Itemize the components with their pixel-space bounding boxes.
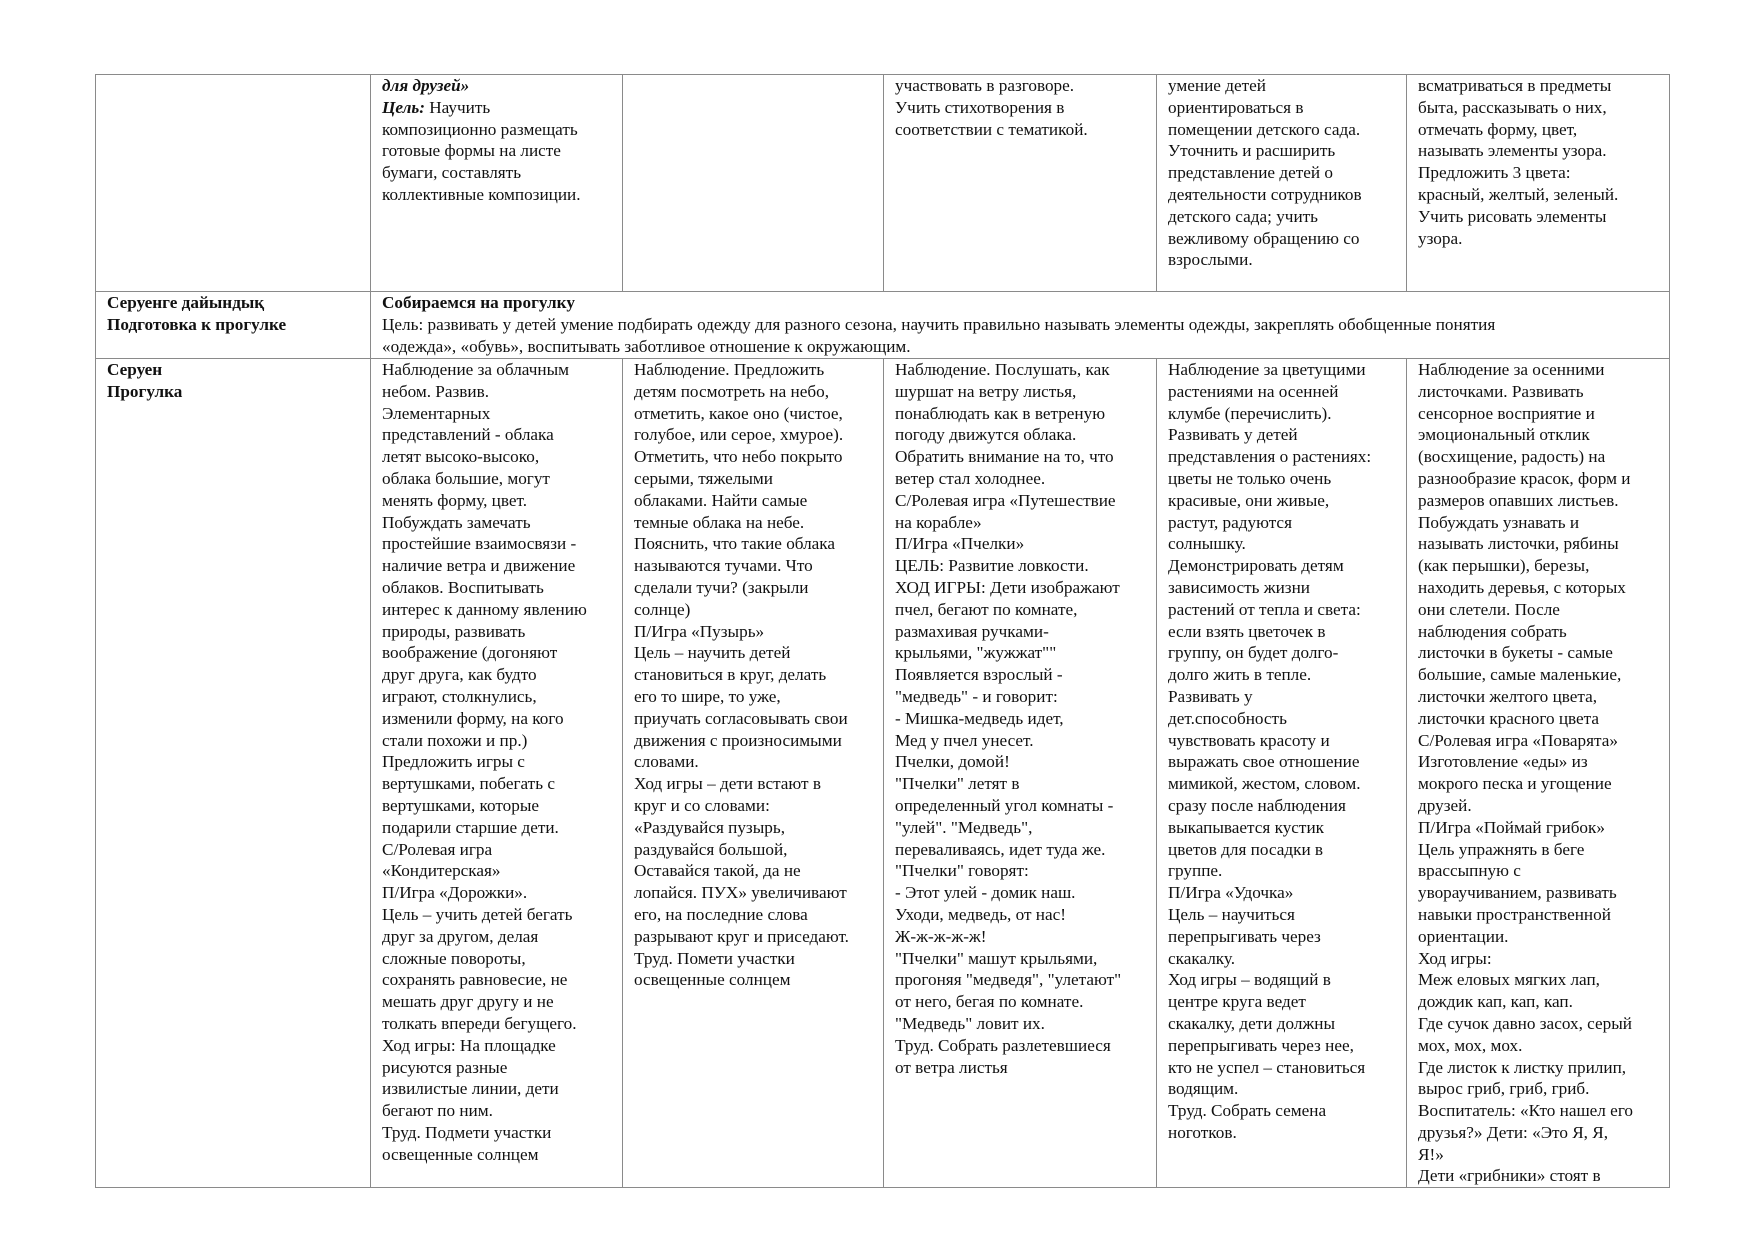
cell-line: представления о растениях: (1168, 447, 1372, 467)
cell-line: от ветра листья (895, 1057, 1008, 1077)
cell-line: П/Игра «Поймай грибок» (1418, 817, 1605, 837)
cell-line: ЦЕЛЬ: Развитие ловкости. (895, 556, 1089, 576)
cell-line: называть элементы узора. (1418, 141, 1607, 161)
cell-day-3 (884, 75, 1157, 292)
cell-line: понаблюдать как в ветреную (895, 403, 1106, 423)
cell-line: «Раздувайся пузырь, (634, 817, 786, 837)
cell-line: размеров опавших листьев. (1418, 490, 1619, 510)
cell-line: Обратить внимание на то, что (895, 447, 1114, 467)
cell-line: воображение (догоняют (382, 643, 558, 663)
cell-line: детского сада; учить (1168, 206, 1319, 226)
cell-line: Наблюдение. Предложить (634, 360, 825, 379)
cell-line: Побуждать замечать (382, 512, 531, 532)
row-label-ru: Подготовка к прогулке (107, 314, 287, 334)
cell-line: бегают по ним. (382, 1101, 493, 1121)
cell-line: Ж-ж-ж-ж-ж! (895, 926, 987, 946)
cell-line: листочками. Развивать (1418, 381, 1584, 401)
cell-line: растениями на осенней (1168, 381, 1339, 401)
cell-line: соответствии с тематикой. (895, 119, 1088, 139)
cell-line: С/Ролевая игра «Поварята» (1418, 730, 1618, 750)
cell-line: отметить, какое оно (чистое, (634, 403, 843, 423)
cell-line: долго жить в тепле. (1168, 665, 1312, 685)
cell-line: участвовать в разговоре. (895, 76, 1075, 95)
cell-line: толкать впереди бегущего. (382, 1013, 577, 1033)
cell-line: Развивать у детей (1168, 425, 1298, 445)
cell-line: перепрыгивать через нее, (1168, 1035, 1354, 1055)
cell-line: шуршат на ветру листья, (895, 381, 1077, 401)
cell-line: его то шире, то уже, (634, 686, 781, 706)
prep-goal-line: «одежда», «обувь», воспитывать заботливое отношение к окружающим. (382, 336, 911, 356)
cell-line: П/Игра «Дорожки». (382, 883, 528, 903)
cell-line: Воспитатель: «Кто нашел его (1418, 1101, 1634, 1121)
cell-line: определенный угол комнаты - (895, 795, 1114, 815)
cell-line: друзей. (1418, 795, 1472, 815)
cell-line: (восхищение, радость) на (1418, 447, 1606, 467)
cell-line: Труд. Помети участки (634, 948, 795, 968)
cell-line: эмоциональный отклик (1418, 425, 1590, 445)
cell-line: друг друга, как будто (382, 665, 537, 685)
cell-line: Цель – научиться (1168, 904, 1295, 924)
cell-line: С/Ролевая игра (382, 839, 493, 859)
cell-line: извилистые линии, дети (382, 1079, 559, 1099)
cell-line: сложные повороты, (382, 948, 526, 968)
cell-day-2 (623, 75, 884, 292)
cell-line: крыльями, "жужжат"" (895, 643, 1057, 663)
cell-prep-content (371, 292, 1670, 359)
cell-line: ориентации. (1418, 926, 1509, 946)
cell-line: растений от тепла и света: (1168, 599, 1361, 619)
cell-line: наличие ветра и движение (382, 556, 576, 576)
cell-line: "Пчелки" машут крыльями, (895, 948, 1098, 968)
cell-line: менять форму, цвет. (382, 490, 528, 510)
cell-line: природы, развивать (382, 621, 526, 641)
cell-line: небом. Развив. (382, 381, 490, 401)
cell-line: Развивать у (1168, 686, 1253, 706)
cell-line: чувствовать красоту и (1168, 730, 1330, 750)
cell-line: - Мишка-медведь идет, (895, 708, 1064, 728)
cell-line: отмечать форму, цвет, (1418, 119, 1578, 139)
cell-line: интерес к данному явлению (382, 599, 587, 619)
cell-line: ноготков. (1168, 1122, 1237, 1142)
cell-line: разрывают круг и приседают. (634, 926, 849, 946)
cell-line: П/Игра «Пчелки» (895, 534, 1025, 554)
row-label-kz: Серуенге дайындық (107, 293, 265, 312)
cell-line: Цель – научить детей (634, 643, 791, 663)
cell-line: мешать друг другу и не (382, 992, 554, 1012)
cell-line: Учить стихотворения в (895, 97, 1065, 117)
cell-line: называются тучами. Что (634, 556, 813, 576)
cell-line: освещенные солнцем (382, 1144, 539, 1164)
cell-line: Уточнить и расширить (1168, 141, 1336, 161)
cell-line: врассыпную с (1418, 861, 1521, 881)
cell-line: представление детей о (1168, 163, 1333, 183)
cell-line: цветы не только очень (1168, 468, 1332, 488)
cell-line: они слетели. После (1418, 599, 1560, 619)
cell-line: круг и со словами: (634, 795, 770, 815)
cell-line: Побуждать узнавать и (1418, 512, 1580, 532)
cell-line: готовые формы на листе (382, 141, 561, 161)
cell-line: простейшие взаимосвязи - (382, 534, 577, 554)
cell-row-label (96, 359, 371, 1188)
cell-line: прогоняя "медведя", "улетают" (895, 970, 1122, 990)
cell-line: сделали тучи? (закрыли (634, 577, 809, 597)
cell-line: центре круга ведет (1168, 992, 1306, 1012)
cell-line: Наблюдение за цветущими (1168, 360, 1366, 379)
cell-line: Ход игры: На площадке (382, 1035, 556, 1055)
cell-line: на корабле» (895, 512, 982, 532)
cell-line: Изготовление «еды» из (1418, 752, 1588, 772)
cell-line: П/Игра «Удочка» (1168, 883, 1294, 903)
cell-line: перепрыгивать через (1168, 926, 1321, 946)
cell-line: разнообразие красок, форм и (1418, 468, 1631, 488)
cell-line: коллективные композиции. (382, 184, 581, 204)
cell-row-label (96, 292, 371, 359)
cell-line: приучать согласовывать свои (634, 708, 848, 728)
cell-line: Труд. Подмети участки (382, 1122, 552, 1142)
cell-line: размахивая ручками- (895, 621, 1049, 641)
cell-walk-day-1 (371, 359, 623, 1188)
cell-line: Пчелки, домой! (895, 752, 1010, 772)
cell-line: клумбе (перечислить). (1168, 403, 1332, 423)
cell-line: группе. (1168, 861, 1223, 881)
cell-line: выражать свое отношение (1168, 752, 1360, 772)
cell-line: Дети «грибники» стоят в (1418, 1166, 1601, 1186)
prep-title: Собираемся на прогулку (382, 293, 575, 312)
cell-line: Предложить 3 цвета: (1418, 163, 1571, 183)
cell-line: деятельности сотрудников (1168, 184, 1362, 204)
cell-row-label (96, 75, 371, 292)
cell-line: движения с произносимыми (634, 730, 842, 750)
cell-line: Оставайся такой, да не (634, 861, 801, 881)
cell-line: узора. (1418, 228, 1463, 248)
cell-line: Наблюдение за осенними (1418, 360, 1605, 379)
table-row-walk (96, 359, 1670, 1188)
cell-line: Где листок к листку прилип, (1418, 1057, 1627, 1077)
cell-line: называть листочки, рябины (1418, 534, 1619, 554)
cell-line: быта, рассказывать о них, (1418, 97, 1607, 117)
cell-line: друзья?» Дети: «Это Я, Я, (1418, 1122, 1609, 1142)
cell-line: играют, столкнулись, (382, 686, 537, 706)
cell-line: изменили форму, на кого (382, 708, 564, 728)
cell-line: (как перышки), березы, (1418, 556, 1590, 576)
cell-line: мимикой, жестом, словом. (1168, 774, 1361, 794)
cell-walk-day-2 (623, 359, 884, 1188)
cell-line: зависимость жизни (1168, 577, 1310, 597)
cell-line: Цель упражнять в беге (1418, 839, 1585, 859)
cell-line: "Медведь" ловит их. (895, 1013, 1045, 1033)
cell-line: мокрого песка и угощение (1418, 774, 1612, 794)
cell-line: красный, желтый, зеленый. (1418, 184, 1619, 204)
cell-line: переваливаясь, идет туда же. (895, 839, 1106, 859)
cell-line: Предложить игры с (382, 752, 525, 772)
cell-line: группу, он будет долго- (1168, 643, 1339, 663)
cell-line: Цель – учить детей бегать (382, 904, 573, 924)
cell-walk-day-5 (1407, 359, 1670, 1188)
cell-line: словами. (634, 752, 699, 772)
cell-line: листочки красного цвета (1418, 708, 1600, 728)
cell-line: большие, самые маленькие, (1418, 665, 1622, 685)
cell-line: Появляется взрослый - (895, 665, 1063, 685)
cell-line: сенсорное восприятие и (1418, 403, 1595, 423)
cell-line: голубое, или серое, хмурое). (634, 425, 844, 445)
cell-line: солнце) (634, 599, 691, 619)
cell-line: «Кондитерская» (382, 861, 501, 881)
cell-line: облаками. Найти самые (634, 490, 808, 510)
cell-line: "Пчелки" говорят: (895, 861, 1029, 881)
cell-line: Труд. Собрать разлетевшиеся (895, 1035, 1111, 1055)
cell-line: помещении детского сада. (1168, 119, 1361, 139)
cell-line: облаков. Воспитывать (382, 577, 544, 597)
cell-line: Я!» (1418, 1144, 1444, 1164)
activity-title-end: для друзей» (382, 76, 470, 95)
cell-line: взрослыми. (1168, 250, 1253, 270)
cell-line: всматриваться в предметы (1418, 76, 1612, 95)
row-label-ru: Прогулка (107, 381, 183, 401)
cell-line: навыки пространственной (1418, 904, 1611, 924)
cell-line: Наблюдение за облачным (382, 360, 570, 379)
cell-line: подарили старшие дети. (382, 817, 559, 837)
cell-line: погоду движутся облака. (895, 425, 1077, 445)
cell-day-5 (1407, 75, 1670, 292)
cell-line: "Пчелки" летят в (895, 774, 1020, 794)
cell-line: ХОД ИГРЫ: Дети изображают (895, 577, 1120, 597)
cell-line: лопайся. ПУХ» увеличивают (634, 883, 847, 903)
goal-label: Цель: (382, 97, 425, 117)
goal-text: Научить (424, 97, 491, 117)
cell-line: дет.способность (1168, 708, 1287, 728)
cell-line: становиться в круг, делать (634, 665, 827, 685)
cell-line: рисуются разные (382, 1057, 508, 1077)
cell-line: вежливому обращению со (1168, 228, 1360, 248)
cell-line: Наблюдение. Послушать, как (895, 360, 1110, 379)
cell-line: Труд. Собрать семена (1168, 1101, 1327, 1121)
cell-line: листочки в букеты - самые (1418, 643, 1613, 663)
cell-line: от него, бегая по комнате. (895, 992, 1084, 1012)
cell-line: бумаги, составлять (382, 163, 522, 183)
cell-line: друг за другом, делая (382, 926, 539, 946)
cell-line: летят высоко-высоко, (382, 447, 540, 467)
cell-line: стали похожи и пр.) (382, 730, 528, 750)
cell-line: "медведь" - и говорит: (895, 686, 1058, 706)
cell-line: Учить рисовать элементы (1418, 206, 1607, 226)
cell-line: водящим. (1168, 1079, 1239, 1099)
cell-line: раздувайся большой, (634, 839, 788, 859)
cell-line: Уходи, медведь, от нас! (895, 904, 1066, 924)
cell-line: увораучиванием, развивать (1418, 883, 1617, 903)
cell-line: красивые, они живые, (1168, 490, 1330, 510)
cell-line: находить деревья, с которых (1418, 577, 1626, 597)
cell-line: солнышку. (1168, 534, 1246, 554)
row-label-kz: Серуен (107, 360, 163, 379)
cell-line: Ход игры – дети встают в (634, 774, 821, 794)
cell-line: листочки желтого цвета, (1418, 686, 1598, 706)
cell-line: вырос гриб, гриб, гриб. (1418, 1079, 1590, 1099)
daily-plan-table (95, 74, 1670, 1188)
cell-line: пчел, бегают по комнате, (895, 599, 1078, 619)
cell-line: Меж еловых мягких лап, (1418, 970, 1600, 990)
cell-line: сразу после наблюдения (1168, 795, 1346, 815)
prep-goal-line: Цель: развивать у детей умение подбирать одежду для разного сезона, научить правильно называть элементы одежды, закреплять обобщенные понятия (382, 314, 1496, 334)
cell-line: вертушками, побегать с (382, 774, 555, 794)
cell-line: выкапывается кустик (1168, 817, 1324, 837)
cell-line: Элементарных (382, 403, 491, 423)
cell-line: Ход игры: (1418, 948, 1492, 968)
table-row-continuation (96, 75, 1670, 292)
cell-line: умение детей (1168, 76, 1266, 95)
cell-line: скакалку. (1168, 948, 1236, 968)
cell-line: П/Игра «Пузырь» (634, 621, 765, 641)
cell-line: ориентироваться в (1168, 97, 1304, 117)
cell-line: ветер стал холоднее. (895, 468, 1046, 488)
cell-line: растут, радуются (1168, 512, 1292, 532)
cell-line: вертушками, которые (382, 795, 540, 815)
cell-line: цветов для посадки в (1168, 839, 1324, 859)
cell-walk-day-4 (1157, 359, 1407, 1188)
cell-line: композиционно размещать (382, 119, 578, 139)
cell-line: освещенные солнцем (634, 970, 791, 990)
cell-line: - Этот улей - домик наш. (895, 883, 1076, 903)
cell-line: детям посмотреть на небо, (634, 381, 830, 401)
cell-line: Ход игры – водящий в (1168, 970, 1331, 990)
cell-line: Пояснить, что такие облака (634, 534, 836, 554)
cell-line: Где сучок давно засох, серый (1418, 1013, 1632, 1033)
cell-line: облака большие, могут (382, 468, 550, 488)
cell-line: серыми, тяжелыми (634, 468, 773, 488)
cell-line: Отметить, что небо покрыто (634, 447, 843, 467)
cell-line: если взять цветочек в (1168, 621, 1326, 641)
cell-line: темные облака на небе. (634, 512, 805, 532)
cell-line: дождик кап, кап, кап. (1418, 992, 1573, 1012)
cell-day-4 (1157, 75, 1407, 292)
cell-line: сохранять равновесие, не (382, 970, 568, 990)
cell-line: кто не успел – становиться (1168, 1057, 1366, 1077)
cell-line: мох, мох, мох. (1418, 1035, 1523, 1055)
cell-line: представлений - облака (382, 425, 554, 445)
cell-line: "улей". "Медведь", (895, 817, 1033, 837)
cell-line: наблюдения собрать (1418, 621, 1567, 641)
cell-activity (371, 75, 623, 292)
cell-line: Мед у пчел унесет. (895, 730, 1034, 750)
cell-line: С/Ролевая игра «Путешествие (895, 490, 1116, 510)
cell-line: Демонстрировать детям (1168, 556, 1344, 576)
cell-line: его, на последние слова (634, 904, 808, 924)
cell-line: скакалку, дети должны (1168, 1013, 1336, 1033)
cell-walk-day-3 (884, 359, 1157, 1188)
table-row-prep (96, 292, 1670, 359)
